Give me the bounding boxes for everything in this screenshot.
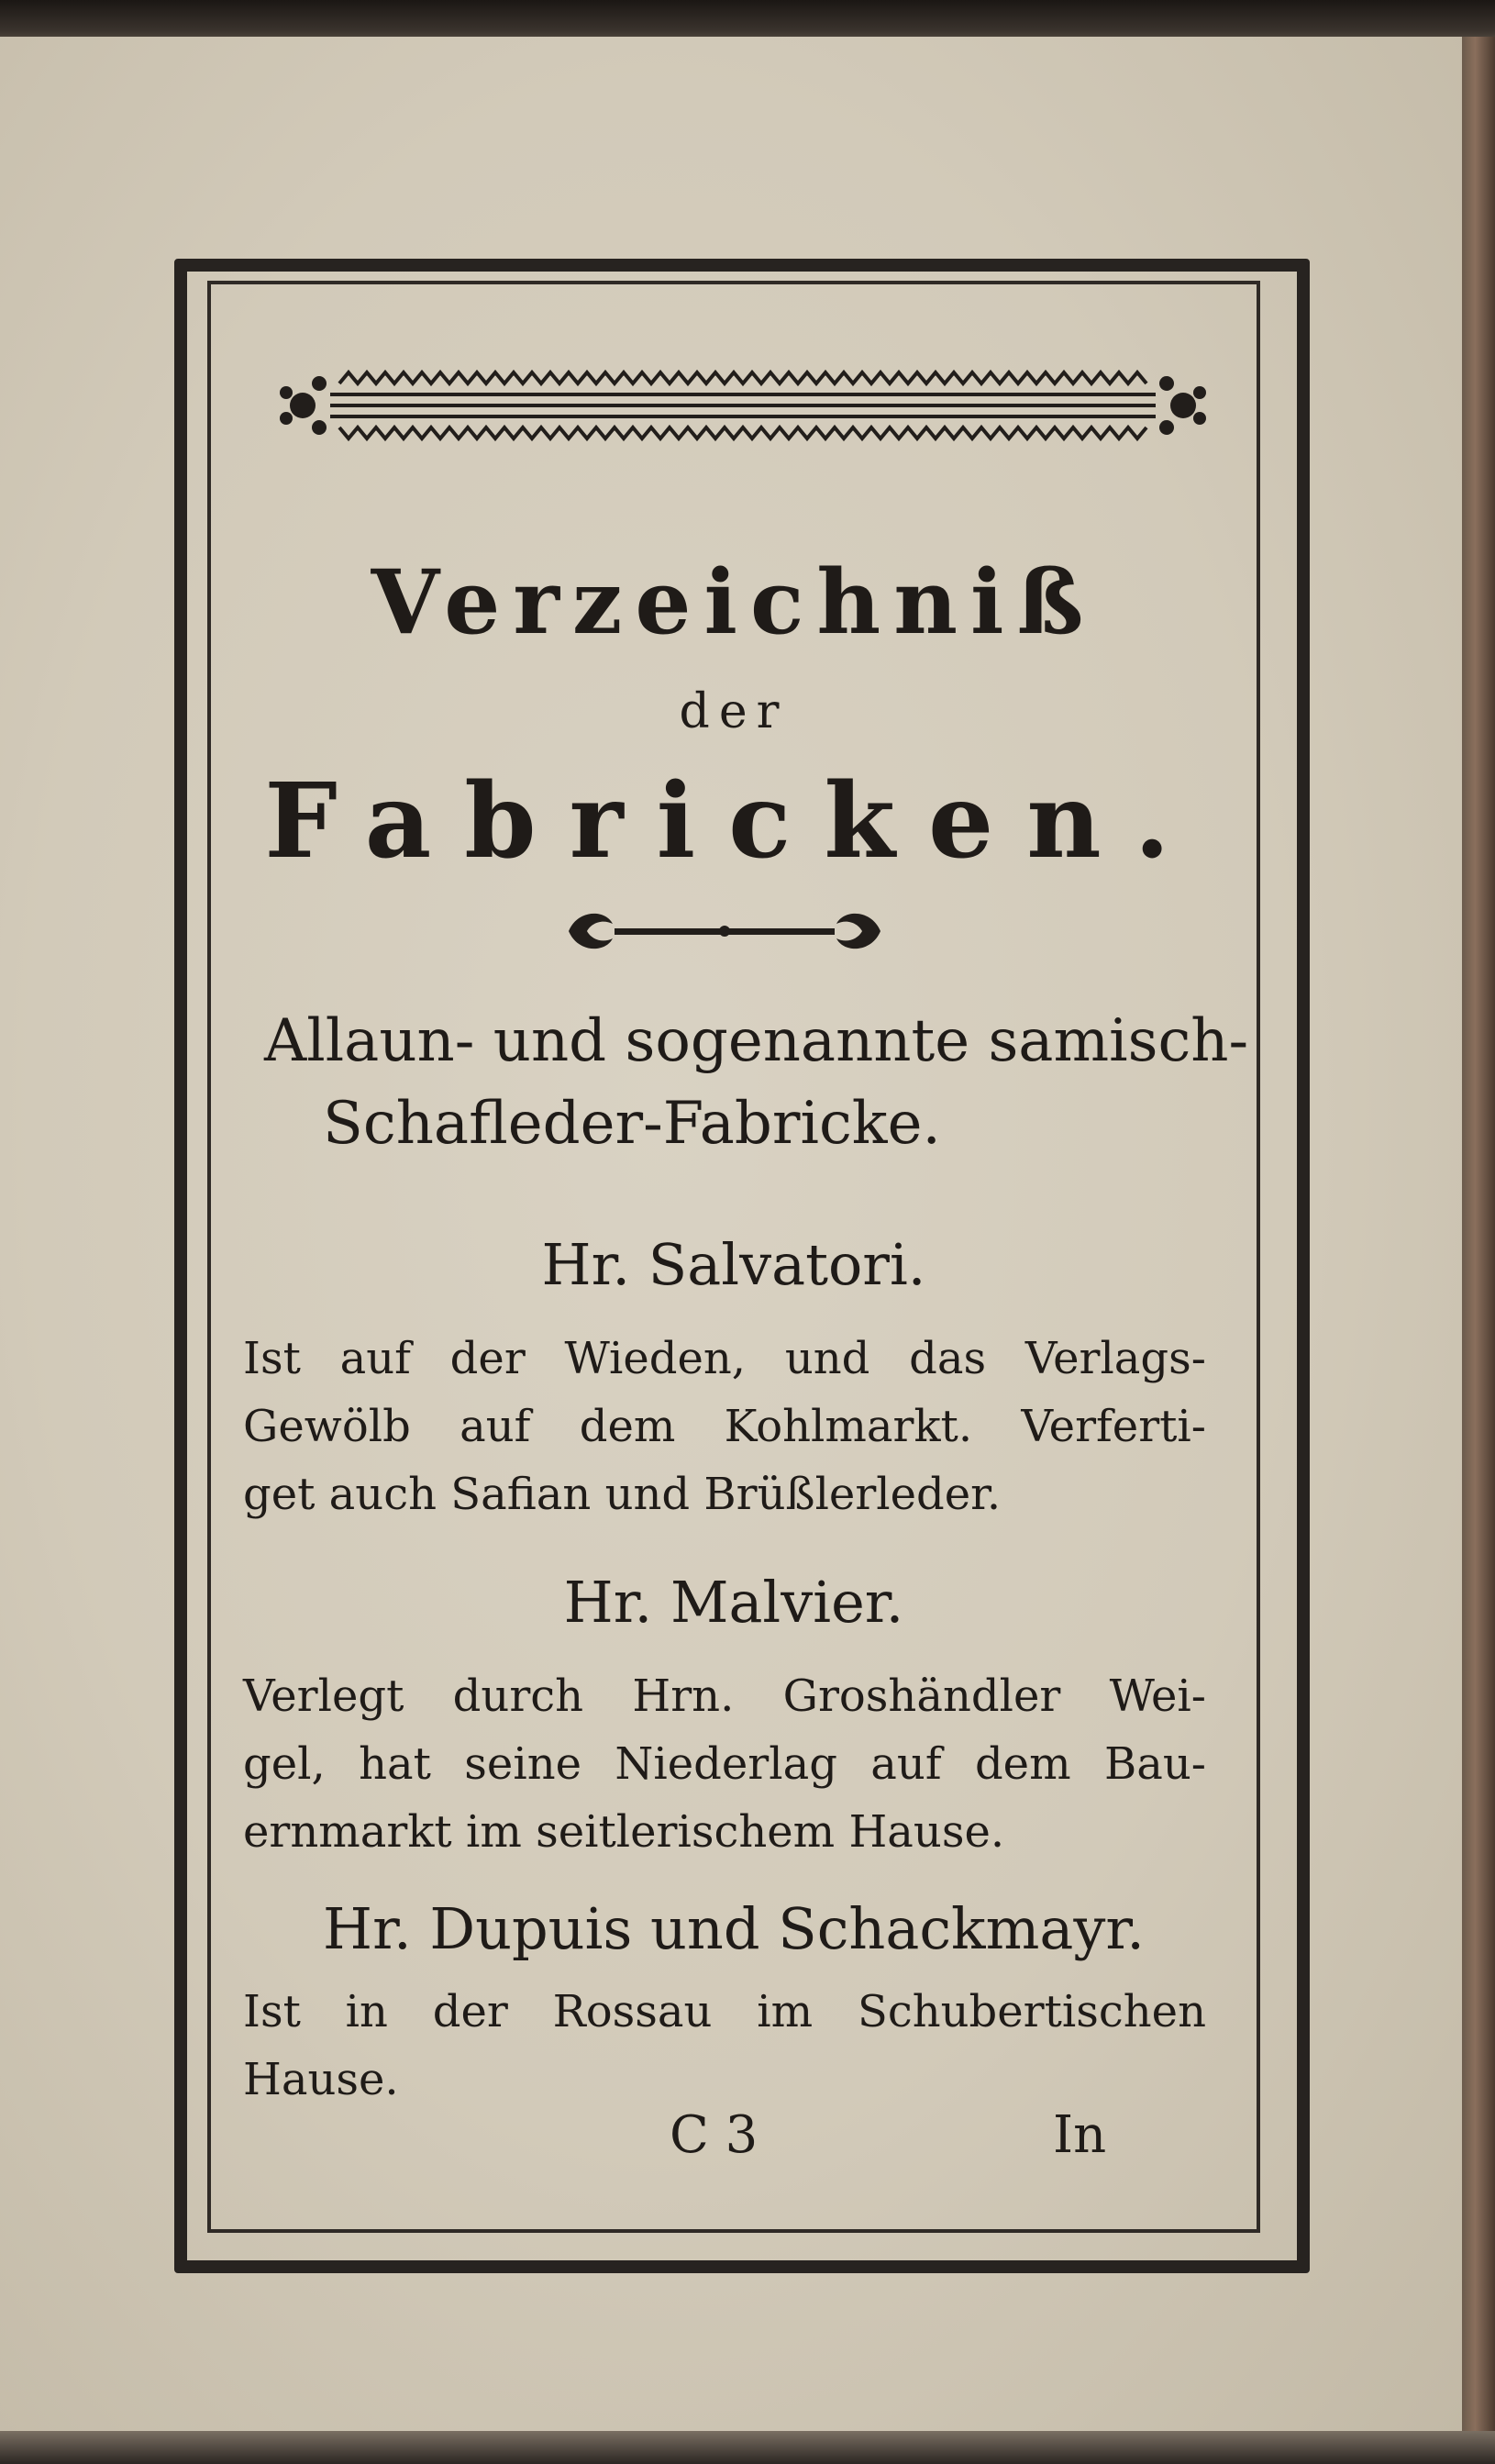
entry-name: Hr. Dupuis und Schackmayr. <box>323 1895 1145 1962</box>
entry-description <box>243 1325 1206 1528</box>
description-line: Verlegt durch Hrn. Groshändler Wei- <box>243 1670 1206 1722</box>
signature-mark: C 3 <box>670 2105 759 2165</box>
entry-name: Hr. Malvier. <box>563 1569 904 1636</box>
entry-description <box>243 1978 1206 2114</box>
section-heading-line-2: Schafleder-Fabricke. <box>323 1090 941 1158</box>
divider-ornament <box>559 904 890 959</box>
title-line-1: Verzeichniß <box>371 550 1097 654</box>
book-bottom-edge <box>0 2431 1495 2464</box>
entry-name: Hr. Salvatori. <box>541 1231 926 1298</box>
description-line: get auch Safian und Brüßlerleder. <box>243 1469 1002 1520</box>
top-ornament-band <box>275 347 1211 457</box>
title-line-3: Fabricken. <box>264 761 1203 882</box>
description-line: Hause. <box>243 2054 399 2105</box>
description-line: Gewölb auf dem Kohlmarkt. Verferti- <box>243 1401 1206 1452</box>
description-line: ernmarkt im seitlerischem Hause. <box>243 1806 1005 1858</box>
section-heading-line-1: Allaun- und sogenannte samisch- <box>264 1007 1249 1075</box>
title-line-2: der <box>679 684 789 739</box>
catchword: In <box>1053 2105 1107 2165</box>
description-line: Ist in der Rossau im Schubertischen <box>243 1986 1206 2037</box>
description-line: Ist auf der Wieden, und das Verlags- <box>243 1333 1206 1384</box>
description-line: gel, hat seine Niederlag auf dem Bau- <box>243 1738 1206 1790</box>
entry-description <box>243 1662 1206 1866</box>
